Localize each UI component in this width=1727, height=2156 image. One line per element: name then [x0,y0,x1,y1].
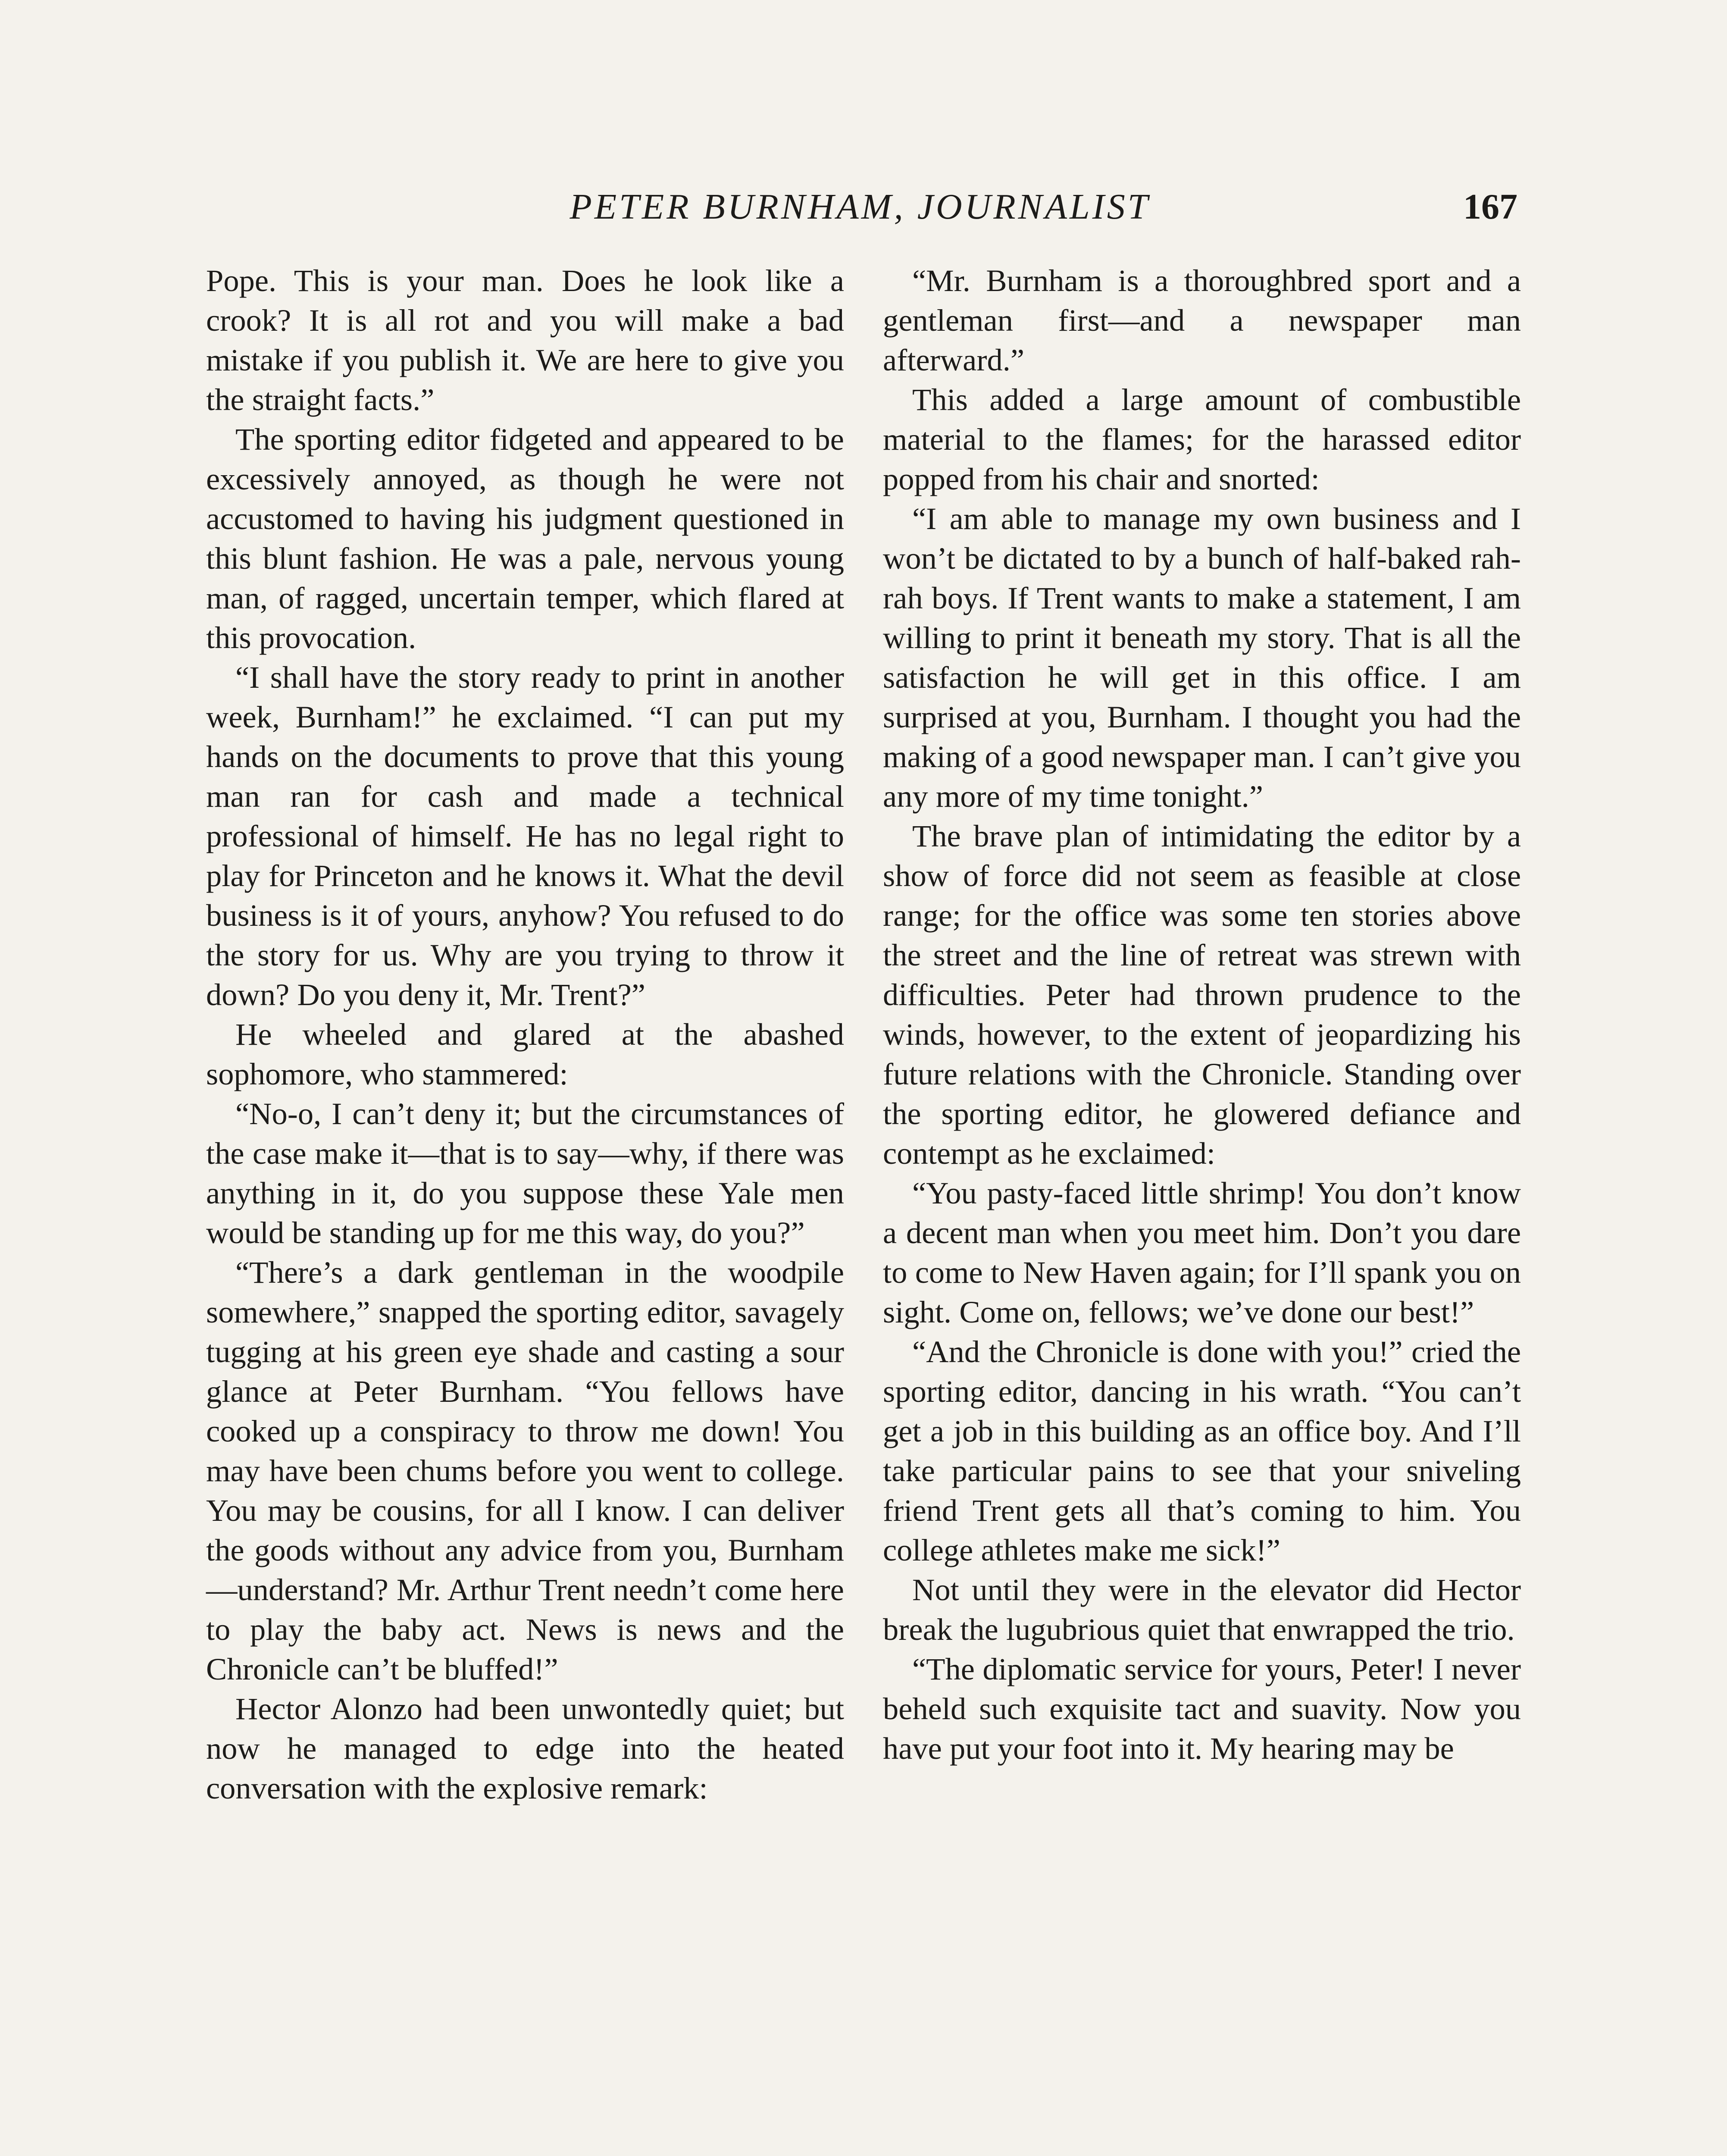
paragraph: “I shall have the story ready to print in another week, Burnham!” he exclaimed. “I can put my hands on the documents to prove that this young man ran for cash and made a technical professional of himself. He has no legal right to play for Princeton and he knows it. What the devil business is it of yours, anyhow? You refused to do the story for us. Why are you trying to throw it down? Do you deny it, Mr. Trent?” [206,660,844,1012]
paragraph: He wheeled and glared at the abashed sophomore, who stammered: [206,1017,844,1091]
paragraph: Pope. This is your man. Does he look like a crook? It is all rot and you will make a bad mistake if you publish it. We are here to give you the straight facts.” [206,263,844,417]
page-header [203,181,1517,233]
paragraph: The brave plan of intimidating the editor by a show of force did not seem as feasible at close range; for the office was some ten stories above the street and the line of retreat was strewn with difficulties. Peter had thrown prudence to the winds, however, to the extent of jeopardizing his future relations with the Chronicle. Standing over the sporting editor, he glowered defiance and contempt as he exclaimed: [883,818,1521,1171]
paragraph: The sporting editor fidgeted and appeared to be excessively annoyed, as though he were not accustomed to having his judgment questioned in this blunt fashion. He was a pale, nervous young man, of ragged, uncertain temper, which flared at this provocation. [206,422,844,655]
paragraph: “You pasty-faced little shrimp! You don’t know a decent man when you meet him. Don’t you dare to come to New Haven again; for I’ll spank you on sight. Come on, fellows; we’ve done our best!” [883,1175,1521,1329]
paragraph: Hector Alonzo had been unwontedly quiet; but now he managed to edge into the heated conversation with the explosive remark: [206,1691,844,1805]
paragraph: “There’s a dark gentleman in the woodpile somewhere,” snapped the sporting editor, savagely tugging at his green eye shade and casting a sour glance at Peter Burnham. “You fellows have cooked up a conspiracy to throw me down! You may have been chums before you went to college. You may be cousins, for all I know. I can deliver the goods without any advice from you, Burnham—understand? Mr. Arthur Trent needn’t come here to play the baby act. News is news and the Chronicle can’t be bluffed!” [206,1255,844,1686]
paragraph: “And the Chronicle is done with you!” cried the sporting editor, dancing in his wrath. “You can’t get a job in this building as an office boy. And I’ll take particular pains to see that your sniveling friend Trent gets all that’s coming to him. You college athletes make me sick!” [883,1334,1521,1567]
paragraph: “No-o, I can’t deny it; but the circumstances of the case make it—that is to say—why, if there was anything in it, do you suppose these Yale men would be standing up for me this way, do you?” [206,1096,844,1250]
paragraph: “The diplomatic service for yours, Peter! I never beheld such exquisite tact and suavity. Now you have put your foot into it. My hearing may be [883,1651,1521,1766]
paragraph: “I am able to manage my own business and I won’t be dictated to by a bunch of half-baked rah-rah boys. If Trent wants to make a statement, I am willing to print it beneath my story. That is all the satisfaction he will get in this office. I am surprised at you, Burnham. I thought you had the making of a good newspaper man. I can’t give you any more of my time tonight.” [883,501,1521,814]
paragraph: This added a large amount of combustible material to the flames; for the harassed editor popped from his chair and snorted: [883,382,1521,496]
page-number: 167 [1463,187,1517,227]
left-column [206,261,844,1808]
paragraph: Not until they were in the elevator did Hector break the lugubrious quiet that enwrapped the trio. [883,1572,1521,1647]
right-column [883,261,1521,1768]
running-title: PETER BURNHAM, JOURNALIST [569,187,1151,227]
paragraph: “Mr. Burnham is a thoroughbred sport and a gentleman first—and a newspaper man afterward.” [883,263,1521,377]
